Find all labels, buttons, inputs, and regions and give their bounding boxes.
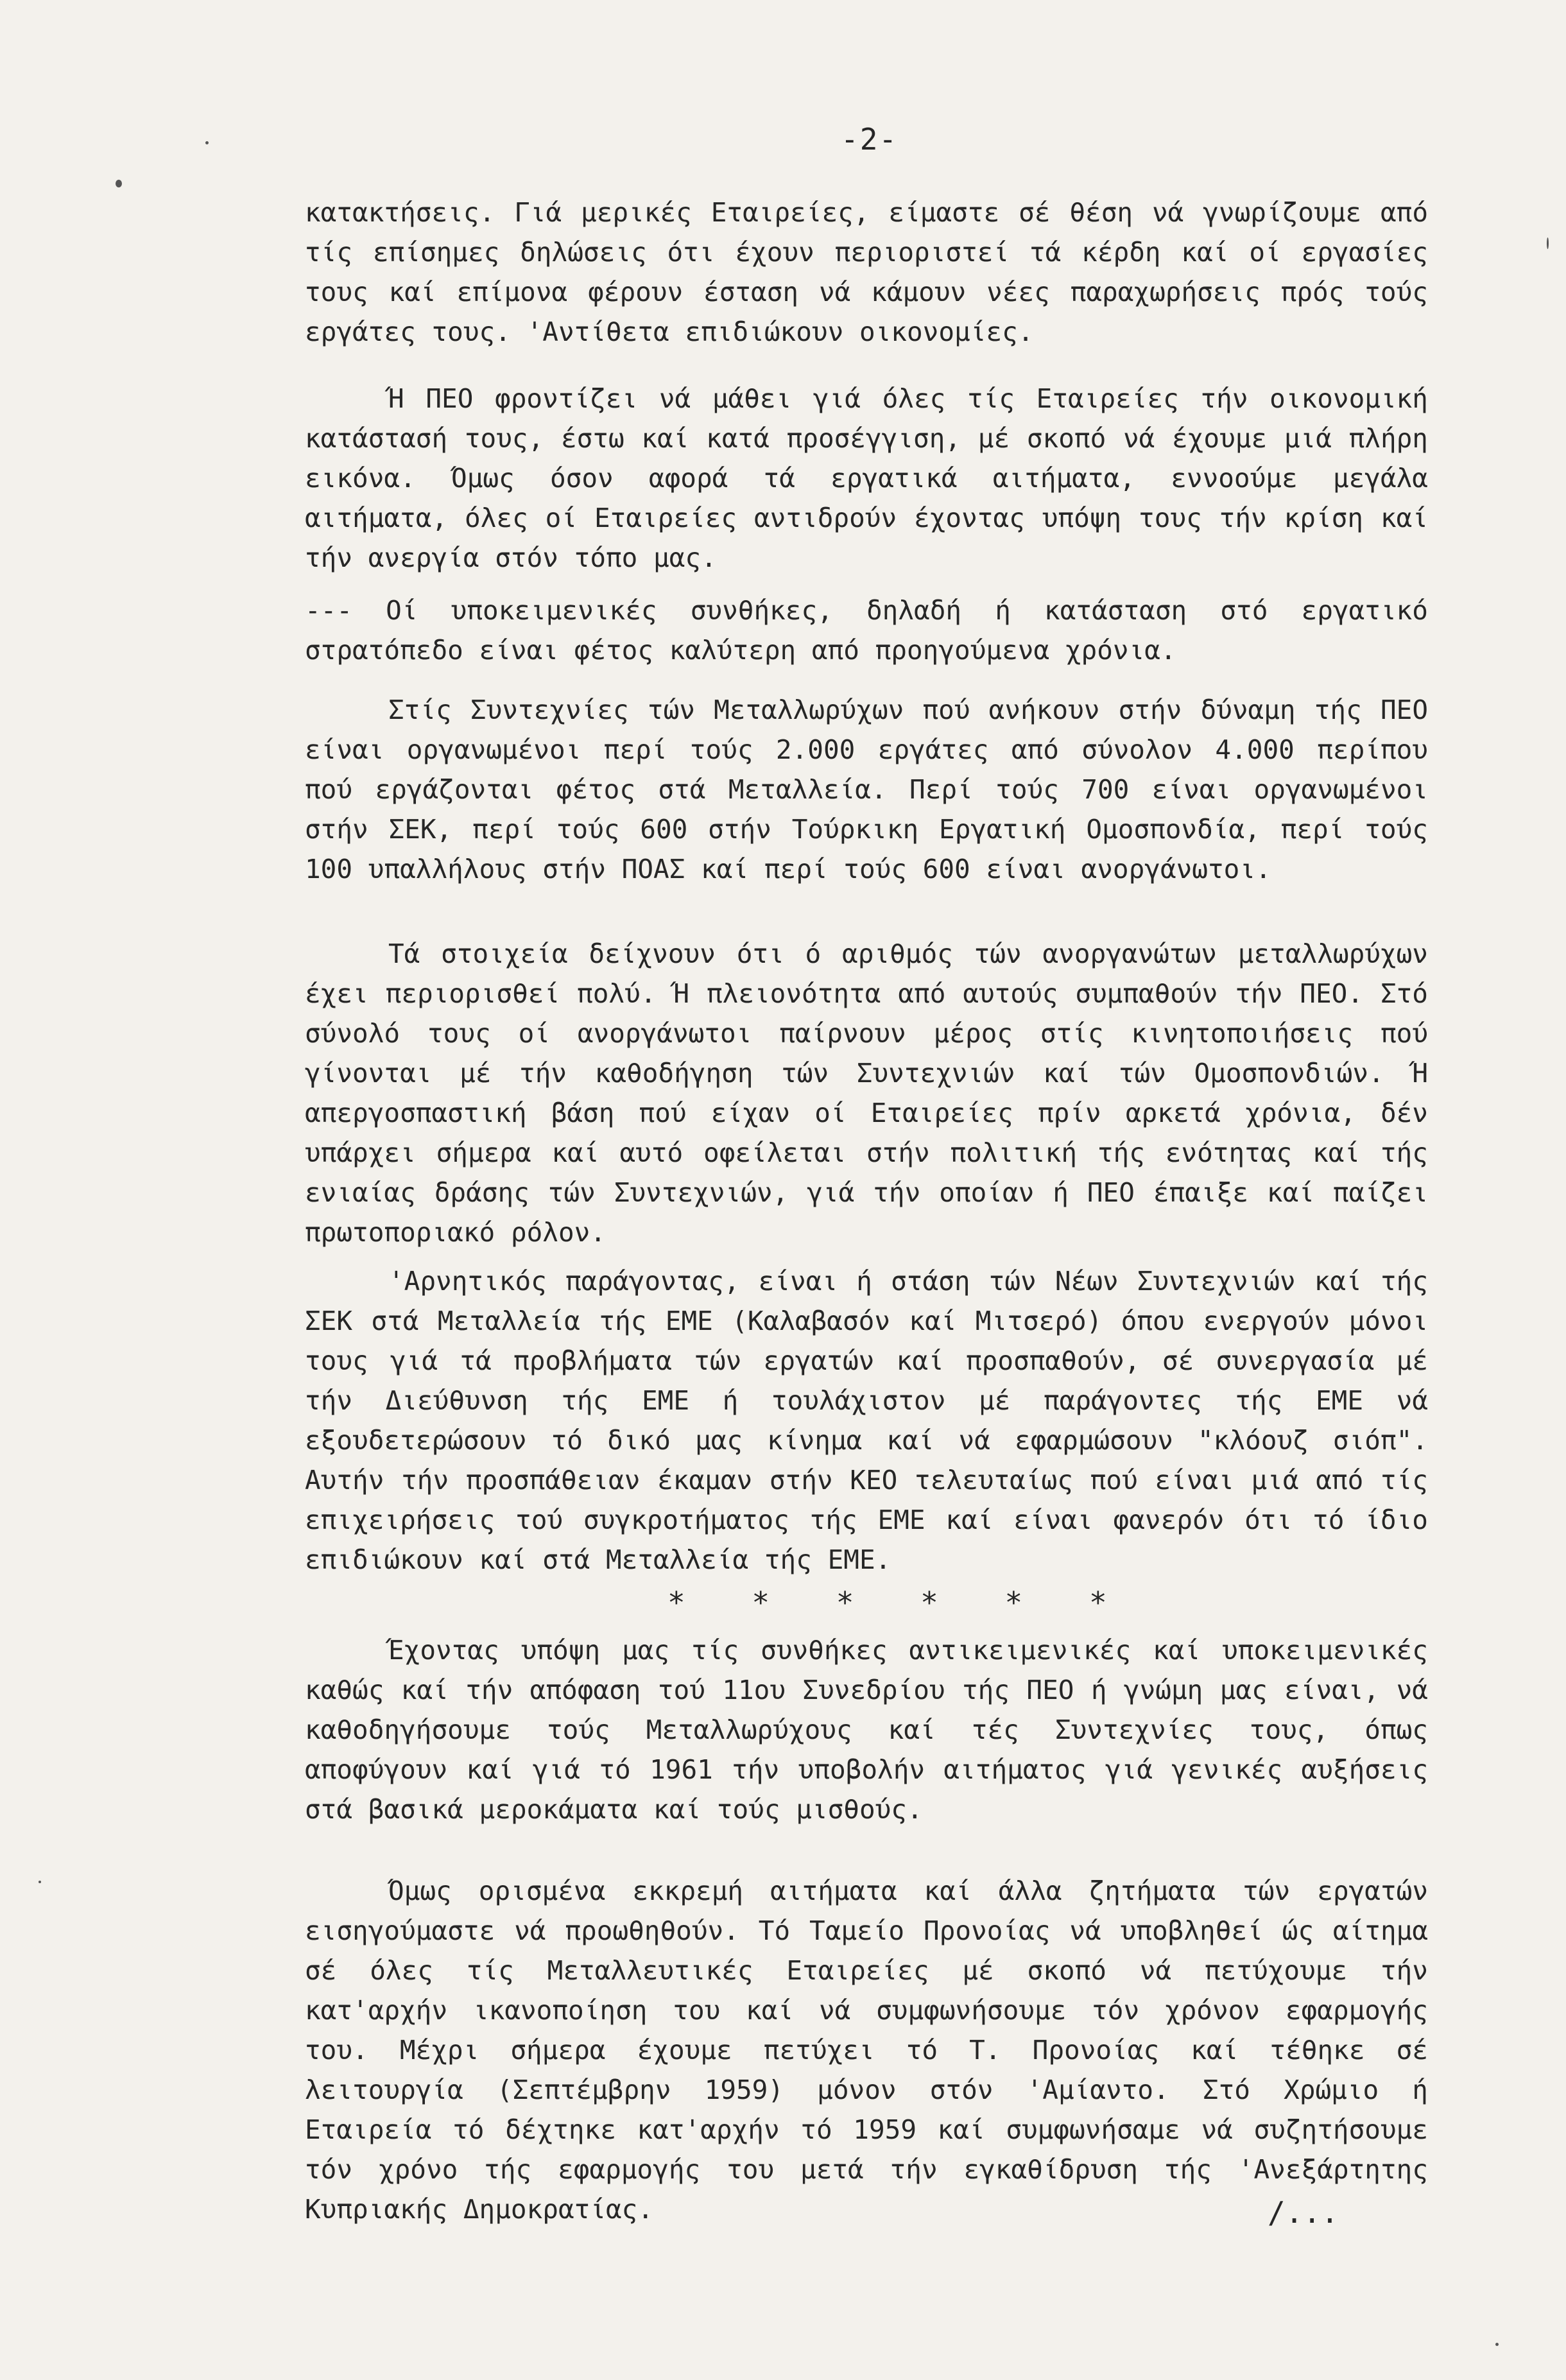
scan-speck [116,180,122,187]
paragraph-7: Έχοντας υπόψη μας τίς συνθήκες αντικειμενικές καί υποκειμενικές καθώς καί τήν απόφαση τού 11ου Συνεδρίου τής ΠΕΟ ή γνώμη μας είναι, νά καθοδηγήσουμε τούς Μεταλλωρύχους καί τές Συντεχνίες τους, όπως αποφύγουν καί γιά τό 1961 τήν υποβολήν αιτήματος γιά γενικές αυξήσεις στά βασικά μεροκάματα καί τούς μισθούς. [305,1635,1428,1825]
scan-speck [205,141,209,144]
scan-speck [1547,237,1549,249]
paragraph-5: Τά στοιχεία δείχνουν ότι ό αριθμός τών ανοργανώτων μεταλλωρύχων έχει περιορισθεί πολύ. Ή πλειονότητα από αυτούς συμπαθούν τήν ΠΕΟ. Στό σύνολό τους οί ανοργάνωτοι παίρνουν μέρος στίς κινητοποιήσεις πού γίνονται μέ τήν καθοδήγηση τών Συντεχνιών καί τών Ομοσπονδιών. Ή απεργοσπαστική βάση πού είχαν οί Εταιρείες πρίν αρκετά χρόνια, δέν υπάρχει σήμερα καί αυτό οφείλεται στήν πολιτική τής ενότητας καί τής ενιαίας δράσης τών Συντεχνιών, γιά τήν οποίαν ή ΠΕΟ έπαιξε καί παίζει πρωτοποριακό ρόλον. [305,938,1428,1248]
paragraph-4: Στίς Συντεχνίες τών Μεταλλωρύχων πού ανήκουν στήν δύναμη τής ΠΕΟ είναι οργανωμένοι περί τούς 2.000 εργάτες από σύνολον 4.000 περίπου πού εργάζονται φέτος στά Μεταλλεία. Περί τούς 700 είναι οργανωμένοι στήν ΣΕΚ, περί τούς 600 στήν Τούρκικη Εργατική Ομοσπονδία, περί τούς 100 υπαλλήλους στήν ΠΟΑΣ καί περί τούς 600 είναι ανοργάνωτοι. [305,694,1428,884]
paragraph-6: 'Αρνητικός παράγοντας, είναι ή στάση τών Νέων Συντεχνιών καί τής ΣΕΚ στά Μεταλλεία τής ΕΜΕ (Καλαβασόν καί Μιτσερό) όπου ενεργούν μόνοι τους γιά τά προβλήματα τών εργατών καί προσπαθούν, σέ συνεργασία μέ τήν Διεύθυνση τής ΕΜΕ ή τουλάχιστον μέ παράγοντες τής ΕΜΕ νά εξουδετερώσουν τό δικό μας κίνημα καί νά εφαρμώσουν "κλόουζ σιόπ". Αυτήν τήν προσπάθειαν έκαμαν στήν ΚΕΟ τελευταίως πού είναι μιά από τίς επιχειρήσεις τού συγκροτήματος τής ΕΜΕ καί είναι φανερόν ότι τό ίδιο επιδιώκουν καί στά Μεταλλεία τής ΕΜΕ. [305,1266,1428,1575]
page-continuation-mark: /... [1268,2195,1339,2230]
scan-speck [39,1881,41,1883]
paragraph-3: --- Οί υποκειμενικές συνθήκες, δηλαδή ή κατάσταση στό εργατικό στρατόπεδο είναι φέτος καλύτερη από προηγούμενα χρόνια. [305,595,1428,666]
paragraph-1: κατακτήσεις. Γιά μερικές Εταιρείες, είμαστε σέ θέση νά γνωρίζουμε από τίς επίσημες δηλώσεις ότι έχουν περιοριστεί τά κέρδη καί οί εργασίες τους καί επίμονα φέρουν έσταση νά κάμουν νέες παραχωρήσεις πρός τούς εργάτες τους. 'Αντίθετα επιδιώκουν οικονομίες. [305,197,1428,347]
paragraph-8: Όμως ορισμένα εκκρεμή αιτήματα καί άλλα ζητήματα τών εργατών εισηγούμαστε νά προωθηθούν. Τό Ταμείο Προνοίας νά υποβληθεί ώς αίτημα σέ όλες τίς Μεταλλευτικές Εταιρείες μέ σκοπό νά πετύχουμε τήν κατ'αρχήν ικανοποίηση του καί νά συμφωνήσουμε τόν χρόνον εφαρμογής του. Μέχρι σήμερα έχουμε πετύχει τό Τ. Προνοίας καί τέθηκε σέ λειτουργία (Σεπτέμβρην 1959) μόνον στόν 'Αμίαντο. Στό Χρώμιο ή Εταιρεία τό δέχτηκε κατ'αρχήν τό 1959 καί συμφωνήσαμε νά συζητήσουμε τόν χρόνο τής εφαρμογής του μετά τήν εγκαθίδρυση τής 'Ανεξάρτητης Κυπριακής Δημοκρατίας. [305,1876,1428,2225]
scan-speck [1495,2343,1499,2346]
paragraph-2: Ή ΠΕΟ φροντίζει νά μάθει γιά όλες τίς Εταιρείες τήν οικονομική κατάστασή τους, έστω καί κατά προσέγγιση, μέ σκοπό νά έχουμε μιά πλήρη εικόνα. Όμως όσον αφορά τά εργατικά αιτήματα, εννοούμε μεγάλα αιτήματα, όλες οί Εταιρείες αντιδρούν έχοντας υπόψη τους τήν κρίση καί τήν ανεργία στόν τόπο μας. [305,383,1428,573]
page-number: -2- [841,122,899,157]
section-separator: * * * * * * [667,1585,1131,1620]
